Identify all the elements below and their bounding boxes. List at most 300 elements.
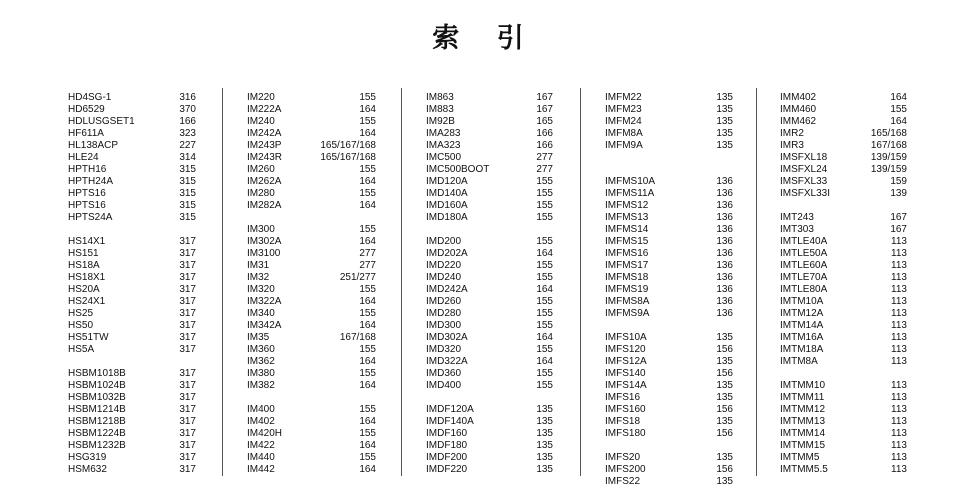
entry-page: 165/168 xyxy=(870,128,907,139)
entry-code: HS20A xyxy=(68,284,100,295)
entry-page: 113 xyxy=(891,404,907,415)
entry-code: IMFMS11A xyxy=(605,188,655,199)
entry-code: IMFMS10A xyxy=(605,176,656,187)
entry-code: IMFMS14 xyxy=(605,224,649,235)
entry-code: IMTMM10 xyxy=(780,380,825,391)
index-entry xyxy=(780,116,907,128)
entry-code: IMD322A xyxy=(426,356,468,367)
index-entry xyxy=(68,212,196,224)
index-spacer xyxy=(605,320,733,332)
index-entry xyxy=(68,116,196,128)
entry-code: IMFS16 xyxy=(605,392,641,403)
index-entry xyxy=(68,200,196,212)
entry-code: HS50 xyxy=(68,320,94,331)
index-entry xyxy=(247,224,376,236)
index-entry xyxy=(605,368,733,380)
entry-code: IMDF220 xyxy=(426,464,468,475)
entry-page: 136 xyxy=(716,284,733,295)
index-entry xyxy=(247,440,376,452)
entry-code: IMTM14A xyxy=(780,320,824,331)
entry-page: 113 xyxy=(891,236,907,247)
entry-page: 139/159 xyxy=(870,152,907,163)
entry-page: 135 xyxy=(716,92,733,103)
entry-code: IMM462 xyxy=(780,116,817,127)
index-spacer xyxy=(605,164,733,176)
entry-page: 317 xyxy=(179,452,196,463)
index-entry xyxy=(426,128,553,140)
page-title: 索 引 xyxy=(432,23,538,54)
entry-code: IM362 xyxy=(247,356,275,367)
index-entry xyxy=(247,92,376,104)
index-entry xyxy=(68,404,196,416)
index-entry xyxy=(247,332,376,344)
entry-code: IMC500BOOT xyxy=(426,164,490,175)
entry-code: HS51TW xyxy=(68,332,109,343)
entry-page: 164 xyxy=(536,248,553,259)
entry-code: IM243P xyxy=(247,140,282,151)
entry-page: 314 xyxy=(179,152,196,163)
entry-page: 159 xyxy=(890,176,907,187)
entry-code: HPTS16 xyxy=(68,188,106,199)
index-entry xyxy=(68,188,196,200)
entry-code: IM442 xyxy=(247,464,275,475)
entry-page: 167 xyxy=(536,104,553,115)
entry-page: 164 xyxy=(359,236,376,247)
entry-code: IMFMS8A xyxy=(605,296,650,307)
entry-code: IMFS10A xyxy=(605,332,647,343)
entry-page: 135 xyxy=(716,476,733,487)
entry-code: IMDF160 xyxy=(426,428,468,439)
index-entry xyxy=(426,332,553,344)
entry-code: HPTH16 xyxy=(68,164,107,175)
index-entry xyxy=(605,212,733,224)
entry-code: IMFM24 xyxy=(605,116,642,127)
index-entry xyxy=(68,284,196,296)
entry-page: 113 xyxy=(891,248,907,259)
entry-page: 155 xyxy=(359,92,376,103)
entry-page: 315 xyxy=(179,212,196,223)
entry-page: 135 xyxy=(716,452,733,463)
entry-code: HLE24 xyxy=(68,152,99,163)
index-entry xyxy=(247,344,376,356)
entry-code: IMM460 xyxy=(780,104,817,115)
entry-page: 156 xyxy=(716,464,733,475)
index-entry xyxy=(68,92,196,104)
entry-page: 317 xyxy=(179,332,196,343)
entry-page: 155 xyxy=(359,308,376,319)
entry-code: IMDF120A xyxy=(426,404,474,415)
entry-page: 155 xyxy=(536,236,553,247)
entry-code: IMFS120 xyxy=(605,344,646,355)
entry-code: IMFS20 xyxy=(605,452,641,463)
entry-page: 135 xyxy=(536,452,553,463)
index-entry xyxy=(605,332,733,344)
entry-code: IM222A xyxy=(247,104,282,115)
entry-page: 113 xyxy=(891,356,907,367)
index-entry xyxy=(780,308,907,320)
entry-code: IMTMM11 xyxy=(780,392,825,403)
entry-page: 315 xyxy=(179,164,196,175)
entry-code: HS24X1 xyxy=(68,296,106,307)
index-entry xyxy=(780,284,907,296)
index-entry xyxy=(247,284,376,296)
entry-page: 155 xyxy=(536,188,553,199)
index-entry xyxy=(247,140,376,152)
entry-page: 317 xyxy=(179,236,196,247)
index-entry xyxy=(605,140,733,152)
index-entry xyxy=(426,176,553,188)
index-entry xyxy=(605,428,733,440)
index-spacer xyxy=(68,356,196,368)
entry-code: IMFMS12 xyxy=(605,200,649,211)
entry-code: IM282A xyxy=(247,200,282,211)
entry-page: 155 xyxy=(536,212,553,223)
entry-page: 317 xyxy=(179,320,196,331)
entry-code: IMT243 xyxy=(780,212,814,223)
index-entry xyxy=(247,416,376,428)
entry-page: 164 xyxy=(359,416,376,427)
entry-page: 155 xyxy=(536,272,553,283)
entry-page: 135 xyxy=(716,416,733,427)
entry-page: 136 xyxy=(716,188,733,199)
entry-page: 164 xyxy=(359,320,376,331)
entry-code: IMD180A xyxy=(426,212,468,223)
entry-code: HDLUSGSET1 xyxy=(68,116,135,127)
entry-code: IM243R xyxy=(247,152,283,163)
index-entry xyxy=(605,176,733,188)
entry-page: 317 xyxy=(179,416,196,427)
entry-page: 135 xyxy=(716,392,733,403)
entry-code: IM440 xyxy=(247,452,275,463)
index-entry xyxy=(68,308,196,320)
entry-code: IM400 xyxy=(247,404,275,415)
index-entry xyxy=(605,452,733,464)
index-entry xyxy=(605,116,733,128)
entry-code: HSBM1214B xyxy=(68,404,126,415)
index-entry xyxy=(780,464,907,476)
entry-code: IMTMM15 xyxy=(780,440,825,451)
index-entry xyxy=(780,248,907,260)
index-entry xyxy=(68,392,196,404)
entry-code: IMD202A xyxy=(426,248,468,259)
index-entry xyxy=(780,92,907,104)
entry-page: 315 xyxy=(179,188,196,199)
entry-page: 317 xyxy=(179,428,196,439)
entry-code: IM360 xyxy=(247,344,275,355)
entry-page: 155 xyxy=(359,116,376,127)
entry-code: HSBM1024B xyxy=(68,380,126,391)
index-column-5 xyxy=(780,92,907,476)
index-entry xyxy=(247,320,376,332)
entry-page: 139/159 xyxy=(870,164,907,175)
index-entry xyxy=(605,344,733,356)
entry-page: 113 xyxy=(891,392,907,403)
index-entry xyxy=(247,368,376,380)
entry-code: IMC500 xyxy=(426,152,462,163)
index-entry xyxy=(780,152,907,164)
index-entry xyxy=(780,428,907,440)
entry-page: 277 xyxy=(359,248,376,259)
entry-page: 139 xyxy=(890,188,907,199)
column-divider xyxy=(756,88,757,476)
entry-code: HS151 xyxy=(68,248,99,259)
entry-page: 135 xyxy=(716,104,733,115)
index-entry xyxy=(426,320,553,332)
entry-code: IMD242A xyxy=(426,284,468,295)
entry-code: IMR2 xyxy=(780,128,804,139)
index-entry xyxy=(605,308,733,320)
index-entry xyxy=(605,272,733,284)
index-entry xyxy=(780,440,907,452)
index-entry xyxy=(68,452,196,464)
entry-code: IM92B xyxy=(426,116,455,127)
index-spacer xyxy=(247,392,376,404)
entry-page: 156 xyxy=(716,344,733,355)
entry-code: HS18X1 xyxy=(68,272,106,283)
entry-code: IMTLE40A xyxy=(780,236,828,247)
index-spacer xyxy=(247,212,376,224)
entry-page: 136 xyxy=(716,200,733,211)
index-entry xyxy=(780,404,907,416)
entry-page: 113 xyxy=(891,320,907,331)
index-entry xyxy=(426,416,553,428)
entry-page: 155 xyxy=(536,176,553,187)
index-entry xyxy=(780,224,907,236)
entry-code: IMSFXL33 xyxy=(780,176,828,187)
entry-code: IMFS180 xyxy=(605,428,646,439)
index-entry xyxy=(605,260,733,272)
entry-page: 135 xyxy=(716,380,733,391)
index-entry xyxy=(68,152,196,164)
entry-page: 155 xyxy=(359,344,376,355)
entry-code: HS25 xyxy=(68,308,94,319)
index-entry xyxy=(780,212,907,224)
entry-code: HS5A xyxy=(68,344,95,355)
entry-page: 135 xyxy=(536,428,553,439)
entry-code: IMFMS15 xyxy=(605,236,649,247)
index-spacer xyxy=(780,200,907,212)
entry-code: IMFS18 xyxy=(605,416,641,427)
index-entry xyxy=(247,308,376,320)
entry-page: 317 xyxy=(179,272,196,283)
entry-page: 155 xyxy=(536,368,553,379)
entry-code: IMTLE60A xyxy=(780,260,828,271)
entry-code: IMDF200 xyxy=(426,452,468,463)
index-spacer xyxy=(605,440,733,452)
index-entry xyxy=(68,164,196,176)
entry-code: IM31 xyxy=(247,260,270,271)
index-entry xyxy=(68,428,196,440)
entry-code: IMFM22 xyxy=(605,92,642,103)
entry-page: 164 xyxy=(890,116,907,127)
entry-code: IMSFXL24 xyxy=(780,164,828,175)
index-entry xyxy=(780,392,907,404)
entry-code: IMFS160 xyxy=(605,404,646,415)
entry-code: IM320 xyxy=(247,284,275,295)
index-entry xyxy=(426,464,553,476)
entry-page: 317 xyxy=(179,296,196,307)
entry-page: 136 xyxy=(716,236,733,247)
index-entry xyxy=(247,236,376,248)
entry-code: IMD360 xyxy=(426,368,462,379)
entry-code: HSBM1218B xyxy=(68,416,126,427)
entry-code: IM422 xyxy=(247,440,275,451)
entry-code: IM262A xyxy=(247,176,282,187)
index-spacer xyxy=(426,392,553,404)
entry-page: 155 xyxy=(359,188,376,199)
index-entry xyxy=(780,104,907,116)
entry-page: 166 xyxy=(536,140,553,151)
entry-code: IMFM23 xyxy=(605,104,642,115)
index-entry xyxy=(68,380,196,392)
entry-page: 156 xyxy=(716,404,733,415)
entry-code: HSM632 xyxy=(68,464,107,475)
index-entry xyxy=(247,260,376,272)
entry-page: 323 xyxy=(179,128,196,139)
index-entry xyxy=(426,212,553,224)
index-entry xyxy=(68,332,196,344)
entry-page: 136 xyxy=(716,212,733,223)
entry-code: IMFS200 xyxy=(605,464,646,475)
entry-page: 164 xyxy=(536,284,553,295)
entry-code: IMFS14A xyxy=(605,380,647,391)
entry-code: IMDF180 xyxy=(426,440,468,451)
entry-code: HD4SG-1 xyxy=(68,92,112,103)
index-entry xyxy=(68,260,196,272)
entry-code: IMFMS18 xyxy=(605,272,649,283)
entry-page: 317 xyxy=(179,464,196,475)
entry-page: 113 xyxy=(891,464,907,475)
entry-code: IM420H xyxy=(247,428,283,439)
index-entry xyxy=(780,176,907,188)
entry-page: 135 xyxy=(716,128,733,139)
entry-code: IM3100 xyxy=(247,248,281,259)
entry-page: 136 xyxy=(716,224,733,235)
index-entry xyxy=(426,308,553,320)
entry-page: 317 xyxy=(179,284,196,295)
index-entry xyxy=(68,344,196,356)
index-entry xyxy=(426,152,553,164)
entry-page: 156 xyxy=(716,368,733,379)
index-entry xyxy=(605,356,733,368)
entry-code: HSBM1018B xyxy=(68,368,126,379)
entry-code: IMFS12A xyxy=(605,356,647,367)
column-divider xyxy=(401,88,402,476)
entry-page: 155 xyxy=(536,344,553,355)
index-entry xyxy=(426,296,553,308)
index-entry xyxy=(247,356,376,368)
entry-code: HS18A xyxy=(68,260,100,271)
index-entry xyxy=(780,260,907,272)
entry-page: 317 xyxy=(179,308,196,319)
entry-page: 277 xyxy=(359,260,376,271)
entry-page: 316 xyxy=(179,92,196,103)
entry-page: 317 xyxy=(179,392,196,403)
index-entry xyxy=(780,296,907,308)
entry-page: 155 xyxy=(359,224,376,235)
entry-page: 135 xyxy=(536,464,553,475)
index-entry xyxy=(780,236,907,248)
entry-code: IMR3 xyxy=(780,140,804,151)
entry-page: 113 xyxy=(891,452,907,463)
index-entry xyxy=(780,140,907,152)
index-entry xyxy=(68,236,196,248)
entry-page: 317 xyxy=(179,404,196,415)
entry-page: 165/167/168 xyxy=(320,140,376,151)
entry-code: IM32 xyxy=(247,272,270,283)
entry-page: 315 xyxy=(179,176,196,187)
index-entry xyxy=(426,428,553,440)
index-entry xyxy=(605,380,733,392)
entry-page: 155 xyxy=(359,284,376,295)
entry-code: IMD140A xyxy=(426,188,468,199)
entry-page: 155 xyxy=(359,428,376,439)
entry-code: IM242A xyxy=(247,128,282,139)
entry-code: IM220 xyxy=(247,92,275,103)
index-entry xyxy=(426,380,553,392)
entry-code: IMTM10A xyxy=(780,296,824,307)
entry-page: 167 xyxy=(890,212,907,223)
index-entry xyxy=(426,260,553,272)
index-entry xyxy=(426,440,553,452)
entry-code: IMFM8A xyxy=(605,128,643,139)
index-entry xyxy=(247,380,376,392)
index-entry xyxy=(780,128,907,140)
entry-code: IM240 xyxy=(247,116,275,127)
entry-page: 135 xyxy=(536,404,553,415)
index-entry xyxy=(426,452,553,464)
index-column-1 xyxy=(68,92,196,476)
index-entry xyxy=(68,440,196,452)
index-entry xyxy=(605,200,733,212)
entry-page: 113 xyxy=(891,296,907,307)
index-entry xyxy=(780,380,907,392)
entry-page: 251/277 xyxy=(339,272,376,283)
column-divider xyxy=(222,88,223,476)
entry-code: IMFS140 xyxy=(605,368,646,379)
entry-code: IMTM8A xyxy=(780,356,818,367)
entry-code: HSBM1032B xyxy=(68,392,126,403)
index-entry xyxy=(247,116,376,128)
entry-code: HL138ACP xyxy=(68,140,119,151)
entry-page: 164 xyxy=(359,200,376,211)
entry-code: IMD280 xyxy=(426,308,462,319)
index-entry xyxy=(68,248,196,260)
index-entry xyxy=(68,272,196,284)
entry-code: IMT303 xyxy=(780,224,814,235)
index-entry xyxy=(68,176,196,188)
entry-page: 113 xyxy=(891,308,907,319)
index-spacer xyxy=(68,224,196,236)
index-entry xyxy=(247,248,376,260)
entry-page: 155 xyxy=(359,404,376,415)
index-entry xyxy=(605,392,733,404)
entry-page: 315 xyxy=(179,200,196,211)
entry-page: 113 xyxy=(891,284,907,295)
entry-code: IMTMM5 xyxy=(780,452,820,463)
entry-page: 113 xyxy=(891,416,907,427)
index-entry xyxy=(426,200,553,212)
entry-code: IM302A xyxy=(247,236,282,247)
index-entry xyxy=(247,296,376,308)
entry-page: 155 xyxy=(536,296,553,307)
index-entry xyxy=(780,164,907,176)
index-entry xyxy=(780,332,907,344)
entry-page: 155 xyxy=(359,452,376,463)
entry-page: 164 xyxy=(359,176,376,187)
entry-code: IMTLE70A xyxy=(780,272,828,283)
index-entry xyxy=(426,188,553,200)
